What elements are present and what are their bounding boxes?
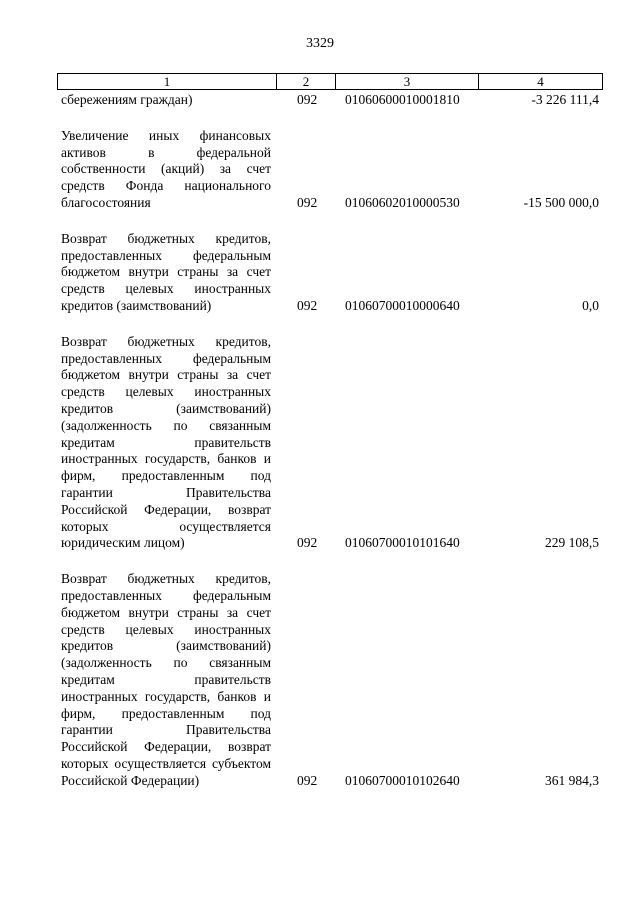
row-description: Увеличение иных финансовых активов в федеральной собственности (акций) за счет средств Фонда национального благосостояния — [61, 127, 271, 210]
table-row — [0, 571, 640, 789]
row-admin-code: 092 — [297, 772, 318, 788]
table-row — [0, 334, 640, 552]
row-classification-code: 01060700010000640 — [345, 297, 460, 313]
table-row — [0, 128, 640, 212]
page-number: 3329 — [306, 36, 334, 51]
column-header-2: 2 — [277, 74, 336, 90]
table-body — [0, 92, 640, 789]
column-header-3: 3 — [336, 74, 479, 90]
row-description: Возврат бюджетных кредитов, предоставленных федеральным бюджетом внутри страны за счет средств целевых иностранных кредитов (заимствований) (задолженность по связанным кредитам правительств иностранных государств, банков и фирм, предоставленным под гарантии Правительства Российской Федерации, возврат которых осуществляется юридическим лицом) — [61, 333, 271, 551]
row-admin-code: 092 — [297, 297, 318, 313]
row-amount: -3 226 111,4 — [531, 92, 599, 107]
row-classification-code: 01060602010000530 — [345, 194, 460, 210]
column-header-4: 4 — [479, 74, 603, 90]
row-admin-code: 092 — [297, 535, 318, 551]
row-amount: 0,0 — [582, 297, 599, 313]
row-description: сбережениям граждан) — [61, 92, 193, 107]
row-amount: 229 108,5 — [545, 535, 599, 551]
table-row — [0, 92, 640, 109]
row-classification-code: 01060600010001810 — [345, 92, 460, 107]
table-row — [0, 231, 640, 315]
row-classification-code: 01060700010102640 — [345, 772, 460, 788]
row-admin-code: 092 — [297, 194, 318, 210]
row-classification-code: 01060700010101640 — [345, 535, 460, 551]
row-amount: -15 500 000,0 — [523, 194, 599, 210]
row-amount: 361 984,3 — [545, 772, 599, 788]
column-header-1: 1 — [58, 74, 277, 90]
row-description: Возврат бюджетных кредитов, предоставленных федеральным бюджетом внутри страны за счет средств целевых иностранных кредитов (заимствований) — [61, 230, 271, 313]
column-header-table — [57, 73, 603, 90]
row-admin-code: 092 — [297, 92, 318, 107]
column-header-row — [58, 74, 603, 90]
row-description: Возврат бюджетных кредитов, предоставленных федеральным бюджетом внутри страны за счет средств целевых иностранных кредитов (заимствований) (задолженность по связанным кредитам правительств иностранных государств, банков и фирм, предоставленным под гарантии Правительства Российской Федерации, возврат которых осуществляется субъектом Российской Федерации) — [61, 571, 271, 788]
